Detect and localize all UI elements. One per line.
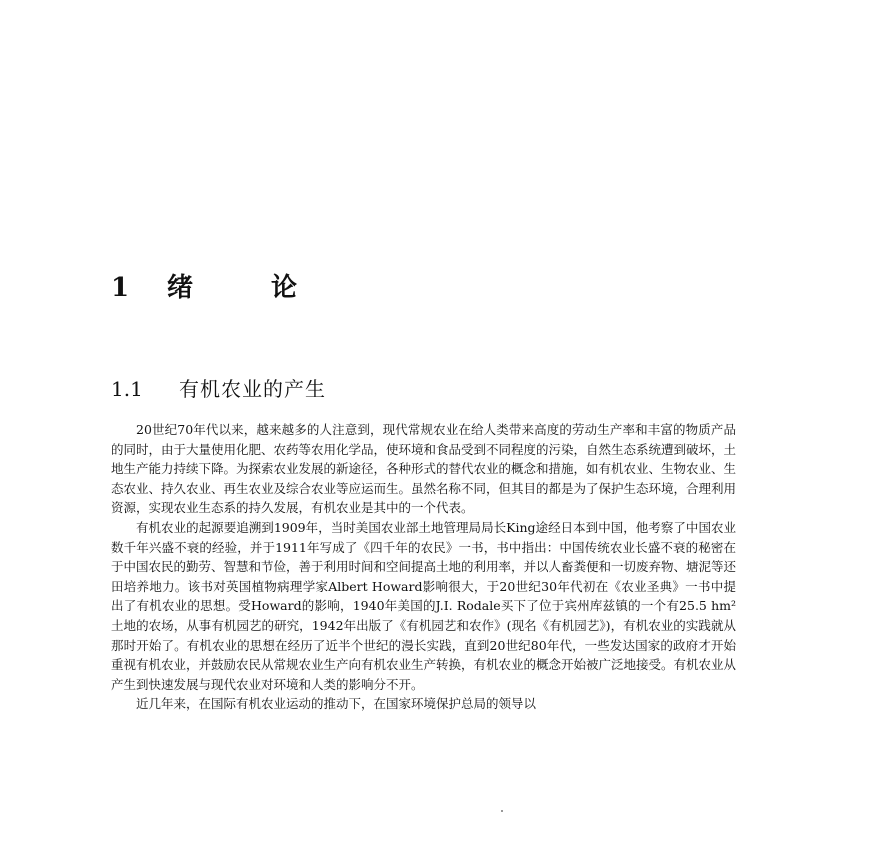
paragraph: 20世纪70年代以来，越来越多的人注意到，现代常规农业在给人类带来高度的劳动生产率和丰富的物质产品的同时，由于大量使用化肥、农药等农用化学品，使环境和食品受到不同程度的污染，自然生态系统遭到破坏，土地生产能力持续下降。为探索农业发展的新途径，各种形式的替代农业的概念和措施，如有机农业、生物农业、生态农业、持久农业、再生农业及综合农业等应运而生。虽然名称不同，但其目的都是为了保护生态环境，合理利用资源，实现农业生态系的持久发展，有机农业是其中的一个代表。 xyxy=(111,422,737,516)
paragraph: 近几年来，在国际有机农业运动的推动下，在国家环境保护总局的领导以 xyxy=(136,696,537,712)
chapter-title: 绪论 xyxy=(167,273,376,303)
section-number: 1.1 xyxy=(111,377,143,401)
chapter-heading xyxy=(111,272,375,304)
chapter-number: 1 xyxy=(111,273,130,303)
paragraph: 有机农业的起源要追溯到1909年，当时美国农业部土地管理局局长King途经日本到中国，他考察了中国农业数千年兴盛不衰的经验，并于1911年写成了《四千年的农民》一书，书中指出：中国传统农业长盛不衰的秘密在于中国农民的勤劳、智慧和节俭，善于利用时间和空间提高土地的利用率，并以人畜粪便和一切废弃物、塘泥等还田培养地力。该书对英国植物病理学家Albert Howard影响很大，于20世纪30年代初在《农业圣典》一书中提出了有机农业的思想。受Howard的影响，1940年美国的J.I. Rodale买下了位于宾州库兹镇的一个有25.5 hm² 土地的农场，从事有机园艺的研究，1942年出版了《有机园艺和农作》(现名《有机园艺》)，有机农业的实践就从那时开始了。有机农业的思想在经历了近半个世纪的漫长实践，直到20世纪80年代，一些发达国家的政府才开始重视有机农业，并鼓励农民从常规农业生产向有机农业生产转换，有机农业的概念开始被广泛地接受。有机农业从产生到快速发展与现代农业对环境和人类的影响分不开。 xyxy=(111,519,737,692)
section-title: 有机农业的产生 xyxy=(179,377,326,401)
body-text xyxy=(111,420,736,714)
section-heading xyxy=(111,376,326,402)
scan-speck xyxy=(501,810,503,812)
